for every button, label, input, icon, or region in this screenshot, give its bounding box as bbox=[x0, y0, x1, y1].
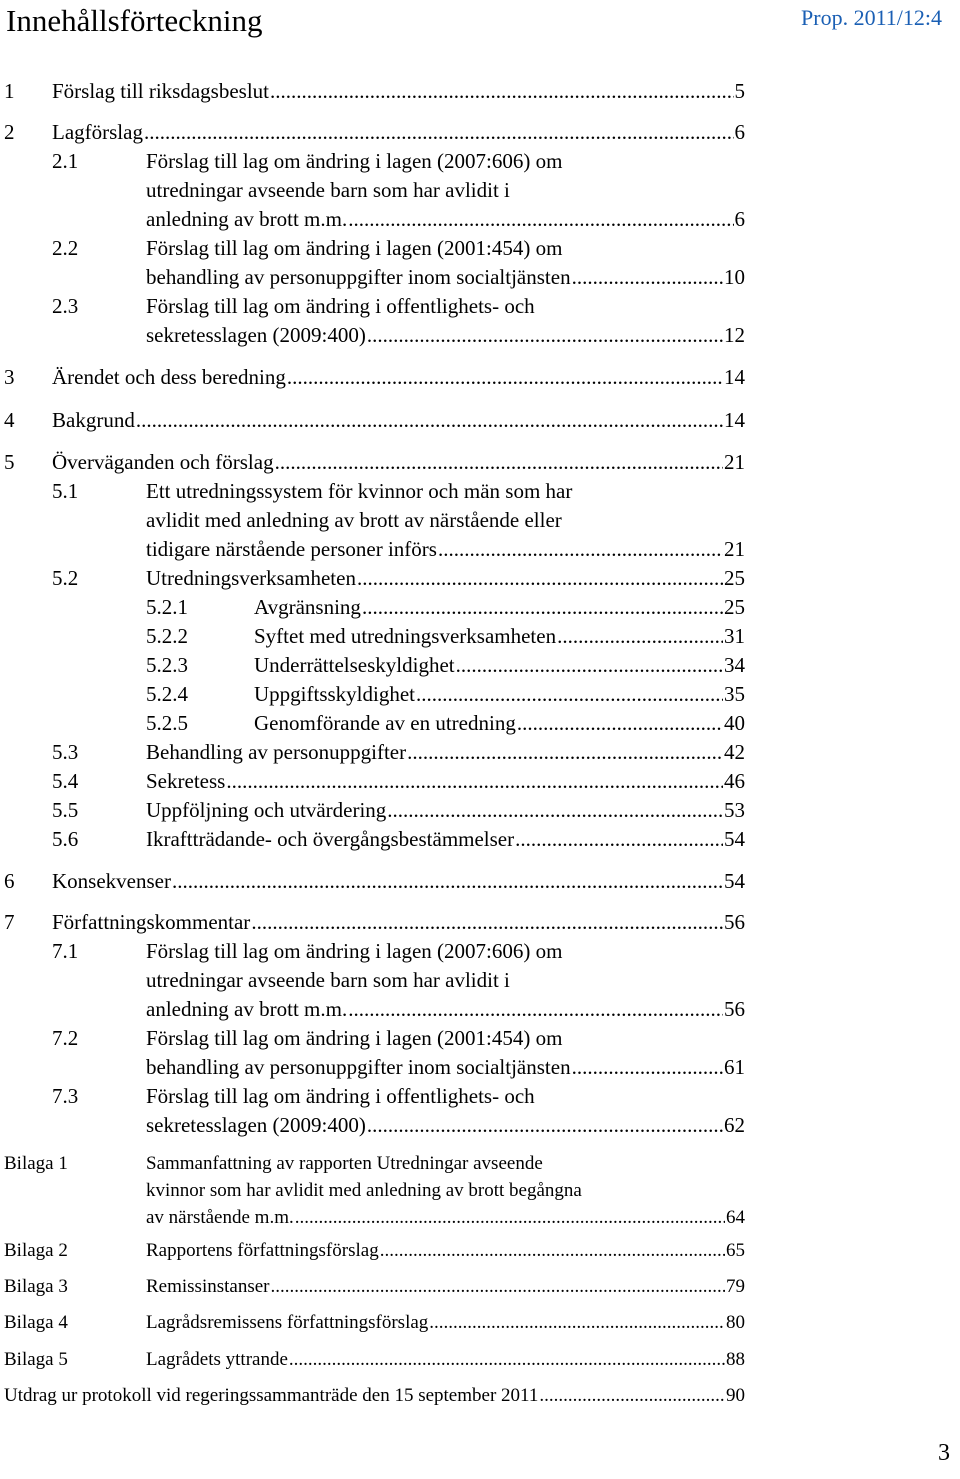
toc-entry-line bbox=[52, 405, 745, 435]
toc-entry-title: Lagrådets yttrande bbox=[146, 1349, 288, 1370]
toc-dot-leader bbox=[380, 1236, 725, 1266]
toc-entry-title: Avgränsning bbox=[254, 595, 361, 619]
toc-entry-line bbox=[146, 994, 745, 1024]
page-title: Innehållsförteckning bbox=[6, 3, 263, 38]
toc-page-number: 10 bbox=[724, 265, 745, 289]
toc-page-number: 21 bbox=[724, 537, 745, 561]
toc-entry-number: 2.1 bbox=[52, 149, 79, 173]
toc-entry-number: 5.2 bbox=[52, 566, 79, 590]
toc-entry-number: 7.2 bbox=[52, 1026, 79, 1050]
toc-page-number: 64 bbox=[726, 1207, 745, 1228]
toc-page-number: 31 bbox=[724, 624, 745, 648]
toc-entry-title: Sammanfattning av rapporten Utredningar avseende bbox=[146, 1153, 543, 1174]
toc-entry-number: Bilaga 1 bbox=[4, 1153, 68, 1174]
toc-dot-leader bbox=[367, 1110, 723, 1140]
toc-entry-number: 4 bbox=[4, 408, 15, 432]
toc-entry-number: 5.2.3 bbox=[146, 653, 188, 677]
toc-entry-title: behandling av personuppgifter inom socialtjänsten bbox=[146, 265, 571, 289]
toc-page-number: 56 bbox=[724, 997, 745, 1021]
toc-dot-leader bbox=[362, 592, 723, 622]
toc-entry-line bbox=[146, 204, 745, 234]
toc-entry-line bbox=[146, 1176, 745, 1206]
toc-dot-leader bbox=[456, 650, 723, 680]
toc-page-number: 90 bbox=[726, 1385, 745, 1406]
toc-entry-line bbox=[146, 320, 745, 350]
toc-dot-leader bbox=[271, 1272, 726, 1302]
toc-entry-line bbox=[146, 1308, 745, 1338]
toc-page-number: 61 bbox=[724, 1055, 745, 1079]
toc-entry-number: 5.5 bbox=[52, 798, 79, 822]
toc-entry-title: Bakgrund bbox=[52, 408, 135, 432]
toc-dot-leader bbox=[515, 824, 723, 854]
toc-entry-title: Uppföljning och utvärdering bbox=[146, 798, 387, 822]
toc-entry-title: avlidit med anledning av brott av närstående eller bbox=[146, 508, 562, 532]
toc-entry-title: Lagförslag bbox=[52, 120, 143, 144]
toc-page-number: 12 bbox=[724, 323, 745, 347]
toc-dot-leader bbox=[270, 76, 734, 106]
toc-dot-leader bbox=[226, 766, 723, 796]
toc-entry-line bbox=[52, 76, 745, 106]
toc-page-number: 14 bbox=[724, 365, 745, 389]
toc-entry-title: sekretesslagen (2009:400) bbox=[146, 323, 366, 347]
toc-entry-line bbox=[146, 262, 745, 292]
toc-entry-number: 5.1 bbox=[52, 479, 79, 503]
toc-entry-title: anledning av brott m.m. bbox=[146, 207, 348, 231]
toc-entry-number: 6 bbox=[4, 869, 15, 893]
toc-entry-line bbox=[52, 447, 745, 477]
toc-dot-leader bbox=[429, 1308, 725, 1338]
toc-entry-title: Överväganden och förslag bbox=[52, 450, 274, 474]
toc-page-number: 6 bbox=[734, 120, 745, 144]
toc-dot-leader bbox=[557, 621, 723, 651]
toc-entry-number: 5 bbox=[4, 450, 15, 474]
toc-entry-line bbox=[146, 146, 745, 176]
toc-entry-number: Bilaga 4 bbox=[4, 1312, 68, 1333]
toc-entry-line bbox=[254, 708, 745, 738]
toc-dot-leader bbox=[295, 1203, 725, 1233]
toc-entry-number: 5.2.1 bbox=[146, 595, 188, 619]
toc-dot-leader bbox=[136, 405, 723, 435]
toc-dot-leader bbox=[348, 204, 733, 234]
toc-entry-title: Behandling av personuppgifter bbox=[146, 740, 407, 764]
toc-page-number: 54 bbox=[724, 869, 745, 893]
toc-entry-line bbox=[146, 1236, 745, 1266]
toc-page-number: 14 bbox=[724, 408, 745, 432]
toc-page-number: 54 bbox=[724, 827, 745, 851]
toc-entry-title: Ett utredningssystem för kvinnor och män som har bbox=[146, 479, 573, 503]
toc-entry-line bbox=[52, 362, 745, 392]
toc-dot-leader bbox=[407, 737, 723, 767]
toc-entry-number: 7.1 bbox=[52, 939, 79, 963]
toc-entry-number: 7 bbox=[4, 910, 15, 934]
toc-dot-leader bbox=[144, 117, 734, 147]
toc-entry-line bbox=[146, 1023, 745, 1053]
toc-dot-leader bbox=[172, 866, 723, 896]
toc-entry-title: av närstående m.m. bbox=[146, 1207, 294, 1228]
toc-entry-title: Förslag till lag om ändring i offentlighets- och bbox=[146, 294, 535, 318]
toc-entry-title: utredningar avseende barn som har avlidit i bbox=[146, 178, 510, 202]
toc-page-number: 79 bbox=[726, 1276, 745, 1297]
toc-entry-line bbox=[146, 1052, 745, 1082]
toc-entry-title: Remissinstanser bbox=[146, 1276, 270, 1297]
toc-dot-leader bbox=[539, 1381, 725, 1411]
toc-entry-title: Rapportens författningsförslag bbox=[146, 1240, 379, 1261]
toc-entry-line bbox=[146, 476, 745, 506]
toc-entry-line bbox=[146, 1081, 745, 1111]
toc-entry-number: 2.3 bbox=[52, 294, 79, 318]
toc-entry-line bbox=[254, 679, 745, 709]
toc-entry-line bbox=[146, 737, 745, 767]
toc-entry-number: 1 bbox=[4, 79, 15, 103]
toc-dot-leader bbox=[287, 362, 723, 392]
toc-page-number: 62 bbox=[724, 1113, 745, 1137]
toc-entry-line bbox=[146, 563, 745, 593]
toc-entry-title: Konsekvenser bbox=[52, 869, 171, 893]
toc-entry-title: Ärendet och dess beredning bbox=[52, 365, 286, 389]
toc-entry-title: Lagrådsremissens författningsförslag bbox=[146, 1312, 429, 1333]
toc-entry-line bbox=[146, 795, 745, 825]
toc-page-number: 34 bbox=[724, 653, 745, 677]
toc-entry-title: kvinnor som har avlidit med anledning av brott begångna bbox=[146, 1180, 582, 1201]
toc-dot-leader bbox=[572, 262, 723, 292]
toc-entry-title: Utdrag ur protokoll vid regeringssammanträde den 15 september 2011 bbox=[4, 1385, 539, 1406]
toc-entry-number: Bilaga 2 bbox=[4, 1240, 68, 1261]
toc-entry-line bbox=[4, 1381, 745, 1411]
toc-entry-line bbox=[146, 1110, 745, 1140]
toc-entry-line bbox=[146, 824, 745, 854]
toc-entry-number: 5.2.5 bbox=[146, 711, 188, 735]
toc-page-number: 5 bbox=[734, 79, 745, 103]
toc-entry-number: 7.3 bbox=[52, 1084, 79, 1108]
toc-page-number: 53 bbox=[724, 798, 745, 822]
toc-dot-leader bbox=[387, 795, 723, 825]
toc-entry-title: Sekretess bbox=[146, 769, 226, 793]
toc-page-number: 80 bbox=[726, 1312, 745, 1333]
toc-dot-leader bbox=[289, 1345, 725, 1375]
toc-entry-line bbox=[146, 175, 745, 205]
toc-page-number: 40 bbox=[724, 711, 745, 735]
toc-dot-leader bbox=[348, 994, 723, 1024]
toc-entry-number: 5.2.4 bbox=[146, 682, 188, 706]
toc-dot-leader bbox=[517, 708, 723, 738]
toc-dot-leader bbox=[275, 447, 723, 477]
toc-page-number: 88 bbox=[726, 1349, 745, 1370]
toc-entry-number: 5.2.2 bbox=[146, 624, 188, 648]
toc-entry-title: tidigare närstående personer införs bbox=[146, 537, 437, 561]
toc-entry-line bbox=[146, 965, 745, 995]
toc-page-number: 65 bbox=[726, 1240, 745, 1261]
toc-entry-title: Underrättelseskyldighet bbox=[254, 653, 455, 677]
toc-entry-line bbox=[146, 1149, 745, 1179]
toc-entry-title: Förslag till lag om ändring i lagen (2001:454) om bbox=[146, 236, 563, 260]
toc-entry-line bbox=[146, 534, 745, 564]
toc-entry-line bbox=[146, 233, 745, 263]
toc-entry-title: Förslag till lag om ändring i offentlighets- och bbox=[146, 1084, 535, 1108]
toc-page-number: 21 bbox=[724, 450, 745, 474]
toc-page-number: 6 bbox=[734, 207, 745, 231]
toc-page-number: 56 bbox=[724, 910, 745, 934]
toc-entry-number: 3 bbox=[4, 365, 15, 389]
toc-entry-number: Bilaga 5 bbox=[4, 1349, 68, 1370]
toc-entry-line bbox=[146, 1203, 745, 1233]
toc-entry-line bbox=[146, 1345, 745, 1375]
toc-entry-title: behandling av personuppgifter inom socialtjänsten bbox=[146, 1055, 571, 1079]
toc-entry-line bbox=[254, 650, 745, 680]
toc-entry-number: 2.2 bbox=[52, 236, 79, 260]
toc-entry-title: Ikraftträdande- och övergångsbestämmelser bbox=[146, 827, 515, 851]
toc-page-number: 42 bbox=[724, 740, 745, 764]
toc-entry-number: 5.3 bbox=[52, 740, 79, 764]
toc-page-number: 35 bbox=[724, 682, 745, 706]
document-reference: Prop. 2011/12:4 bbox=[801, 5, 942, 30]
toc-entry-title: Uppgiftsskyldighet bbox=[254, 682, 415, 706]
toc-entry-line bbox=[254, 621, 745, 651]
toc-page-number: 25 bbox=[724, 566, 745, 590]
toc-dot-leader bbox=[438, 534, 723, 564]
toc-entry-line bbox=[254, 592, 745, 622]
toc-dot-leader bbox=[416, 679, 723, 709]
toc-entry-line bbox=[146, 766, 745, 796]
toc-entry-line bbox=[146, 1272, 745, 1302]
toc-entry-line bbox=[52, 907, 745, 937]
toc-entry-title: Förslag till lag om ändring i lagen (2007:606) om bbox=[146, 939, 563, 963]
toc-entry-title: Förslag till lag om ändring i lagen (2007:606) om bbox=[146, 149, 563, 173]
toc-entry-title: Genomförande av en utredning bbox=[254, 711, 516, 735]
toc-entry-title: sekretesslagen (2009:400) bbox=[146, 1113, 366, 1137]
toc-entry-line bbox=[52, 866, 745, 896]
toc-entry-title: Syftet med utredningsverksamheten bbox=[254, 624, 557, 648]
toc-entry-line bbox=[146, 505, 745, 535]
toc-entry-line bbox=[52, 117, 745, 147]
toc-entry-number: 5.6 bbox=[52, 827, 79, 851]
toc-page-number: 46 bbox=[724, 769, 745, 793]
toc-entry-title: Utredningsverksamheten bbox=[146, 566, 356, 590]
page-number: 3 bbox=[938, 1440, 950, 1466]
toc-dot-leader bbox=[251, 907, 723, 937]
toc-dot-leader bbox=[572, 1052, 723, 1082]
toc-entry-title: Författningskommentar bbox=[52, 910, 251, 934]
toc-entry-title: anledning av brott m.m. bbox=[146, 997, 348, 1021]
toc-dot-leader bbox=[367, 320, 723, 350]
toc-entry-title: utredningar avseende barn som har avlidit i bbox=[146, 968, 510, 992]
toc-entry-title: Förslag till riksdagsbeslut bbox=[52, 79, 269, 103]
toc-entry-title: Förslag till lag om ändring i lagen (2001:454) om bbox=[146, 1026, 563, 1050]
toc-dot-leader bbox=[357, 563, 723, 593]
toc-entry-number: Bilaga 3 bbox=[4, 1276, 68, 1297]
toc-page-number: 25 bbox=[724, 595, 745, 619]
toc-entry-number: 5.4 bbox=[52, 769, 79, 793]
toc-entry-line bbox=[146, 291, 745, 321]
toc-entry-line bbox=[146, 936, 745, 966]
toc-entry-number: 2 bbox=[4, 120, 15, 144]
